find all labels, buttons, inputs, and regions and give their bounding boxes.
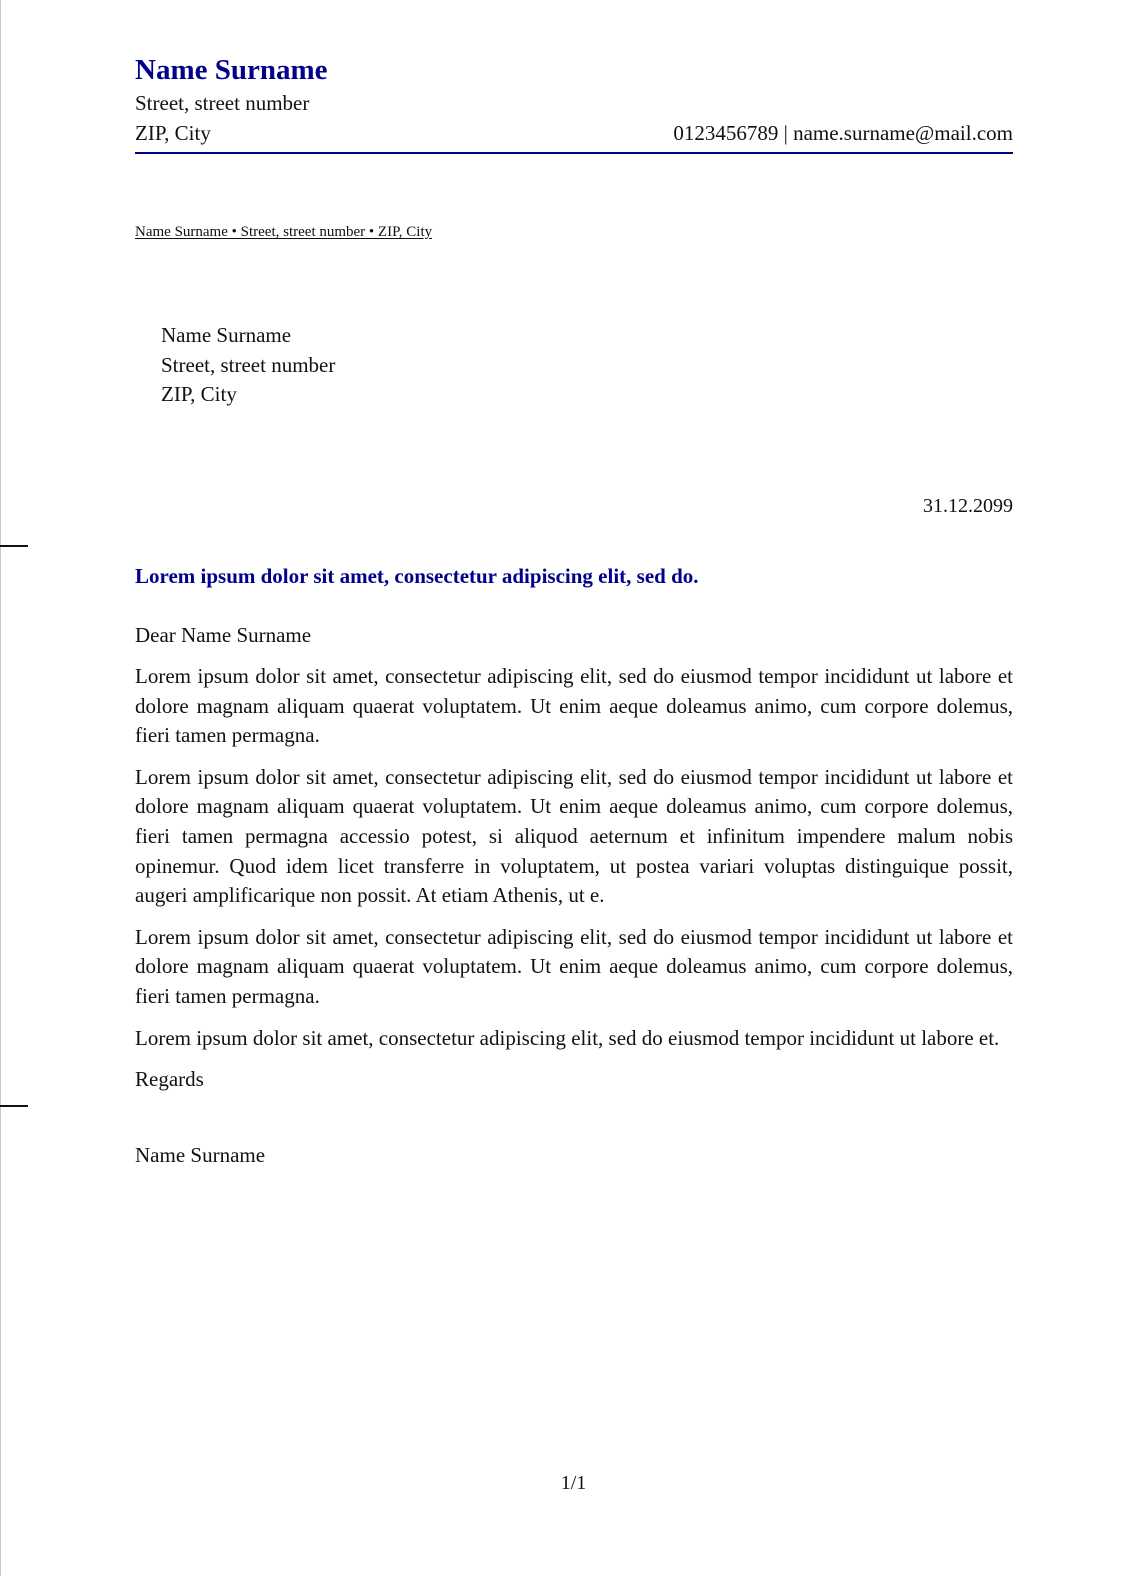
recipient-name: Name Surname (161, 323, 292, 347)
sender-name: Name Surname (135, 54, 328, 86)
recipient-address (161, 321, 1013, 410)
body-paragraph: Lorem ipsum dolor sit amet, consectetur adipiscing elit, sed do eiusmod tempor incididunt ut labore et dolore magnam aliquam quaerat voluptatem. Ut enim aeque doleamus animo, cum corpore dolemus, fieri tamen permagna accessio potest, si aliquod aeternum et infinitum impendere malum nobis opinemur. Quod idem licet transferre in voluptatem, ut postea variari voluptas distinguique possit, augeri amplificarique non possit. At etiam Athenis, ut e. (135, 764, 1013, 908)
letter-content (135, 52, 1013, 1170)
sender-contact: 0123456789 | name.surname@mail.com (673, 121, 1013, 145)
closing: Regards (135, 1067, 204, 1092)
letter-subject: Lorem ipsum dolor sit amet, consectetur adipiscing elit, sed do. (135, 563, 699, 588)
letterhead-bottom-row (135, 118, 1013, 148)
letterhead (135, 52, 1013, 154)
letter-date: 31.12.2099 (923, 494, 1013, 517)
signature-name: Name Surname (135, 1142, 266, 1167)
body-paragraph: Lorem ipsum dolor sit amet, consectetur adipiscing elit, sed do eiusmod tempor incididunt ut labore et dolore magnam aliquam quaerat voluptatem. Ut enim aeque doleamus animo, cum corpore dolemus, fieri tamen permagna. (135, 664, 1013, 748)
page-edge (0, 0, 1, 1576)
salutation: Dear Name Surname (135, 622, 312, 647)
fold-mark-top (0, 545, 28, 547)
sender-zip-city: ZIP, City (135, 121, 211, 145)
recipient-street: Street, street number (161, 352, 336, 377)
body-paragraph: Lorem ipsum dolor sit amet, consectetur adipiscing elit, sed do eiusmod tempor incididunt ut labore et dolore magnam aliquam quaerat voluptatem. Ut enim aeque doleamus animo, cum corpore dolemus, fieri tamen permagna. (135, 924, 1013, 1009)
return-address-line: Name Surname • Street, street number • ZIP, City (135, 224, 433, 240)
sender-street: Street, street number (135, 91, 310, 115)
body-paragraph: Lorem ipsum dolor sit amet, consectetur adipiscing elit, sed do eiusmod tempor incididunt ut labore et. (135, 1025, 1000, 1050)
fold-mark-bottom (0, 1105, 28, 1107)
page-number: 1/1 (560, 1472, 587, 1494)
letterhead-divider (135, 152, 1013, 154)
recipient-zip-city: ZIP, City (161, 382, 237, 406)
